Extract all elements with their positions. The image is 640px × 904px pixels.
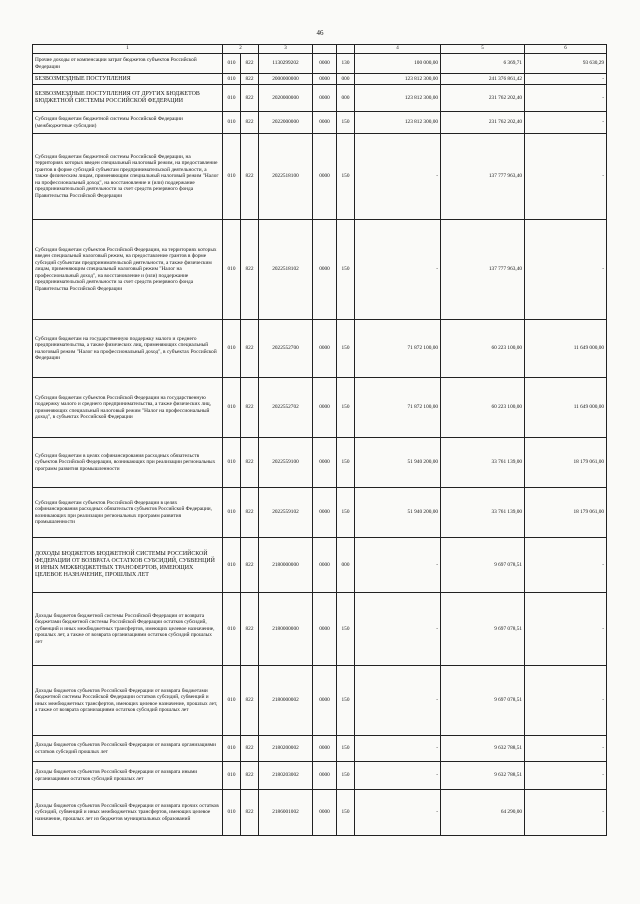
table-body xyxy=(33,54,607,836)
row-code-1: 010 xyxy=(223,488,241,538)
row-code-2: 822 xyxy=(241,378,259,438)
header-col-5: 5 xyxy=(441,45,525,54)
row-value-col4: - xyxy=(355,538,441,593)
header-col-3: 3 xyxy=(259,45,313,54)
row-description: Субсидии бюджетам бюджетной системы Российской Федерации (межбюджетные субсидии) xyxy=(33,112,223,134)
row-value-col4: - xyxy=(355,666,441,736)
row-value-col6: - xyxy=(525,790,607,836)
row-description: Доходы бюджетов субъектов Российской Федерации от возврата бюджетами бюджетной системы Российской Федерации остатков субсидий, субвенций и иных межбюджетных трансфертов, имеющих целевое назначение, прошлых лет, а также от возврата организациями остатков субсидий прошлых лет xyxy=(33,666,223,736)
row-code-1: 010 xyxy=(223,790,241,836)
row-code-4: 0000 xyxy=(313,438,337,488)
row-code-1: 010 xyxy=(223,438,241,488)
row-code-2: 822 xyxy=(241,320,259,378)
row-code-4: 0000 xyxy=(313,538,337,593)
row-value-col4: - xyxy=(355,220,441,320)
row-value-col6: 93 630,29 xyxy=(525,54,607,74)
row-code-4: 0000 xyxy=(313,74,337,85)
row-description: Субсидии бюджетам в целях софинансирования расходных обязательств субъектов Российской Федерации, возникающих при реализации региональных программ развития промышленности xyxy=(33,438,223,488)
row-value-col6: - xyxy=(525,736,607,762)
row-value-col5: 9 632 788,51 xyxy=(441,736,525,762)
row-value-col4: 71 872 100,00 xyxy=(355,378,441,438)
row-code-2: 822 xyxy=(241,762,259,790)
row-code-3: 2180000000 xyxy=(259,593,313,666)
row-code-3: 2022559100 xyxy=(259,438,313,488)
row-value-col4: - xyxy=(355,790,441,836)
row-value-col4: - xyxy=(355,736,441,762)
row-description: Субсидии бюджетам субъектов Российской Федерации, на территориях которых введен специальный налоговый режим, на предоставление грантов в форме субсидий субъектам предпринимательской деятельности, а также физическим лицам, применяющим специальный налоговый режим "Налог на профессиональный доход", на восстановление и (или) поддержание предпринимательской деятельности за счет средств резервного фонда Правительства Российской Федерации xyxy=(33,220,223,320)
row-value-col6: - xyxy=(525,85,607,112)
row-code-3: 2186001002 xyxy=(259,790,313,836)
row-code-2: 822 xyxy=(241,593,259,666)
row-description: Доходы бюджетов бюджетной системы Российской Федерации от возврата бюджетами бюджетной системы Российской Федерации остатков субсидий, субвенций и иных межбюджетных трансфертов, имеющих целевое назначение, прошлых лет, а также от возврата организациями остатков субсидий прошлых лет xyxy=(33,593,223,666)
table-row xyxy=(33,790,607,836)
row-value-col5: 60 223 100,00 xyxy=(441,320,525,378)
row-value-col5: 9 697 078,51 xyxy=(441,666,525,736)
row-code-4: 0000 xyxy=(313,378,337,438)
header-col-6: 6 xyxy=(525,45,607,54)
row-code-3: 2180000000 xyxy=(259,538,313,593)
table-row xyxy=(33,666,607,736)
table-row xyxy=(33,112,607,134)
row-description: Доходы бюджетов субъектов Российской Федерации от возврата прочих остатков субсидий, субвенций и иных межбюджетных трансфертов, имеющих целевое назначение, прошлых лет из бюджетов муниципальных образований xyxy=(33,790,223,836)
header-col-4: 4 xyxy=(355,45,441,54)
row-value-col6: 11 649 000,00 xyxy=(525,320,607,378)
row-code-4: 0000 xyxy=(313,220,337,320)
row-value-col5: 241 376 861,42 xyxy=(441,74,525,85)
table-row xyxy=(33,762,607,790)
row-value-col4: - xyxy=(355,134,441,220)
table-row xyxy=(33,74,607,85)
table-row xyxy=(33,378,607,438)
row-code-3: 2180200002 xyxy=(259,736,313,762)
row-code-2: 822 xyxy=(241,112,259,134)
header-col-1: 1 xyxy=(33,45,223,54)
row-code-2: 822 xyxy=(241,736,259,762)
row-code-2: 822 xyxy=(241,54,259,74)
row-code-1: 010 xyxy=(223,74,241,85)
row-description: Субсидии бюджетам субъектов Российской Федерации в целях софинансирования расходных обязательств субъектов Российской Федерации, возникающих при реализации региональных программ развития промышленности xyxy=(33,488,223,538)
row-value-col5: 231 762 202,40 xyxy=(441,85,525,112)
row-description: Доходы бюджетов субъектов Российской Федерации от возврата организациями остатков субсидий прошлых лет xyxy=(33,736,223,762)
row-code-4: 0000 xyxy=(313,666,337,736)
row-code-4: 0000 xyxy=(313,134,337,220)
row-code-5: 000 xyxy=(337,538,355,593)
row-description: Субсидии бюджетам субъектов Российской Федерации на государственную поддержку малого и среднего предпринимательства, а также физических лиц, применяющих специальный налоговый режим "Налог на профессиональный доход", в субъектах Российской Федерации xyxy=(33,378,223,438)
row-code-5: 150 xyxy=(337,134,355,220)
header-col-3c xyxy=(337,45,355,54)
row-value-col4: 100 000,00 xyxy=(355,54,441,74)
table-header-row xyxy=(33,45,607,54)
table-row xyxy=(33,134,607,220)
row-code-3: 2180203002 xyxy=(259,762,313,790)
row-code-5: 150 xyxy=(337,320,355,378)
row-description: БЕЗВОЗМЕЗДНЫЕ ПОСТУПЛЕНИЯ ОТ ДРУГИХ БЮДЖЕТОВ БЮДЖЕТНОЙ СИСТЕМЫ РОССИЙСКОЙ ФЕДЕРАЦИИ xyxy=(33,85,223,112)
row-code-3: 2022552700 xyxy=(259,320,313,378)
row-value-col5: 6 369,71 xyxy=(441,54,525,74)
row-code-4: 0000 xyxy=(313,320,337,378)
row-code-1: 010 xyxy=(223,538,241,593)
table-row xyxy=(33,736,607,762)
row-code-2: 822 xyxy=(241,438,259,488)
row-description: Доходы бюджетов субъектов Российской Федерации от возврата иными организациями остатков субсидий прошлых лет xyxy=(33,762,223,790)
row-code-4: 0000 xyxy=(313,736,337,762)
row-code-5: 130 xyxy=(337,54,355,74)
row-code-5: 150 xyxy=(337,762,355,790)
row-description: Субсидии бюджетам бюджетной системы Российской Федерации, на территориях которых введен специальный налоговый режим, на предоставление грантов в форме субсидий субъектам предпринимательской деятельности, а также физическим лицам, применяющим специальный налоговый режим "Налог на профессиональный доход", на восстановление и (или) поддержание предпринимательской деятельности за счет средств резервного фонда Правительства Российской Федерации xyxy=(33,134,223,220)
row-code-5: 150 xyxy=(337,488,355,538)
row-code-1: 010 xyxy=(223,320,241,378)
row-code-5: 150 xyxy=(337,438,355,488)
row-code-4: 0000 xyxy=(313,593,337,666)
row-value-col5: 33 761 139,00 xyxy=(441,488,525,538)
row-code-1: 010 xyxy=(223,112,241,134)
row-value-col5: 9 697 078,51 xyxy=(441,538,525,593)
row-code-3: 2022518102 xyxy=(259,220,313,320)
row-code-5: 150 xyxy=(337,790,355,836)
table-row xyxy=(33,593,607,666)
row-code-1: 010 xyxy=(223,762,241,790)
row-code-1: 010 xyxy=(223,593,241,666)
header-col-2: 2 xyxy=(223,45,259,54)
row-code-3: 2022552702 xyxy=(259,378,313,438)
row-value-col6: - xyxy=(525,762,607,790)
row-code-3: 1130299202 xyxy=(259,54,313,74)
row-code-1: 010 xyxy=(223,378,241,438)
table-row xyxy=(33,85,607,112)
row-value-col4: 123 812 300,00 xyxy=(355,85,441,112)
row-code-4: 0000 xyxy=(313,112,337,134)
row-value-col6: - xyxy=(525,220,607,320)
row-code-5: 150 xyxy=(337,220,355,320)
row-code-3: 2022518100 xyxy=(259,134,313,220)
row-value-col6: - xyxy=(525,538,607,593)
row-value-col6: - xyxy=(525,666,607,736)
row-code-2: 822 xyxy=(241,134,259,220)
budget-revenue-table xyxy=(32,44,607,836)
row-code-2: 822 xyxy=(241,74,259,85)
row-value-col6: 18 179 061,00 xyxy=(525,438,607,488)
row-code-2: 822 xyxy=(241,220,259,320)
row-value-col6: - xyxy=(525,134,607,220)
row-value-col6: 11 649 000,00 xyxy=(525,378,607,438)
row-code-5: 150 xyxy=(337,378,355,438)
row-code-4: 0000 xyxy=(313,85,337,112)
table-row xyxy=(33,54,607,74)
row-value-col5: 9 697 078,51 xyxy=(441,593,525,666)
row-code-4: 0000 xyxy=(313,54,337,74)
row-value-col4: 51 940 200,00 xyxy=(355,438,441,488)
row-value-col4: 51 940 200,00 xyxy=(355,488,441,538)
row-code-2: 822 xyxy=(241,85,259,112)
row-value-col5: 137 777 963,40 xyxy=(441,220,525,320)
row-code-3: 2022000000 xyxy=(259,112,313,134)
row-code-5: 150 xyxy=(337,736,355,762)
row-value-col6: - xyxy=(525,593,607,666)
row-code-4: 0000 xyxy=(313,488,337,538)
row-value-col5: 60 223 100,00 xyxy=(441,378,525,438)
row-value-col4: 71 872 100,00 xyxy=(355,320,441,378)
row-value-col6: - xyxy=(525,74,607,85)
table-row xyxy=(33,488,607,538)
row-code-5: 150 xyxy=(337,666,355,736)
table-row xyxy=(33,438,607,488)
row-code-2: 822 xyxy=(241,488,259,538)
page-number: 46 xyxy=(316,29,324,37)
row-value-col5: 9 632 788,51 xyxy=(441,762,525,790)
row-code-1: 010 xyxy=(223,54,241,74)
row-code-5: 000 xyxy=(337,74,355,85)
row-code-1: 010 xyxy=(223,134,241,220)
row-code-3: 2180000002 xyxy=(259,666,313,736)
row-code-1: 010 xyxy=(223,736,241,762)
row-code-2: 822 xyxy=(241,538,259,593)
row-code-3: 2022559102 xyxy=(259,488,313,538)
row-value-col5: 33 761 139,00 xyxy=(441,438,525,488)
row-code-5: 150 xyxy=(337,112,355,134)
table-row xyxy=(33,220,607,320)
table-row xyxy=(33,538,607,593)
row-value-col4: 123 812 300,00 xyxy=(355,112,441,134)
row-description: ДОХОДЫ БЮДЖЕТОВ БЮДЖЕТНОЙ СИСТЕМЫ РОССИЙСКОЙ ФЕДЕРАЦИИ ОТ ВОЗВРАТА ОСТАТКОВ СУБСИДИЙ, СУБВЕНЦИЙ И ИНЫХ МЕЖБЮДЖЕТНЫХ ТРАНСФЕРТОВ, ИМЕЮЩИХ ЦЕЛЕВОЕ НАЗНАЧЕНИЕ, ПРОШЛЫХ ЛЕТ xyxy=(33,538,223,593)
row-code-5: 000 xyxy=(337,85,355,112)
row-code-1: 010 xyxy=(223,220,241,320)
row-code-3: 2000000000 xyxy=(259,74,313,85)
row-value-col5: 64 290,00 xyxy=(441,790,525,836)
row-code-3: 2020000000 xyxy=(259,85,313,112)
row-code-2: 822 xyxy=(241,666,259,736)
row-value-col5: 137 777 963,40 xyxy=(441,134,525,220)
row-code-4: 0000 xyxy=(313,790,337,836)
row-code-5: 150 xyxy=(337,593,355,666)
row-code-1: 010 xyxy=(223,666,241,736)
row-code-4: 0000 xyxy=(313,762,337,790)
row-value-col4: - xyxy=(355,762,441,790)
table-row xyxy=(33,320,607,378)
row-value-col5: 231 762 202,40 xyxy=(441,112,525,134)
row-code-2: 822 xyxy=(241,790,259,836)
row-description: БЕЗВОЗМЕЗДНЫЕ ПОСТУПЛЕНИЯ xyxy=(33,74,223,85)
row-value-col4: 123 812 300,00 xyxy=(355,74,441,85)
header-col-3b xyxy=(313,45,337,54)
row-description: Субсидии бюджетам на государственную поддержку малого и среднего предпринимательства, а также физических лиц, применяющих специальный налоговый режим "Налог на профессиональный доход", в субъектах Российской Федерации xyxy=(33,320,223,378)
row-value-col6: - xyxy=(525,112,607,134)
row-code-1: 010 xyxy=(223,85,241,112)
row-description: Прочие доходы от компенсации затрат бюджетов субъектов Российской Федерации xyxy=(33,54,223,74)
row-value-col4: - xyxy=(355,593,441,666)
row-value-col6: 18 179 061,00 xyxy=(525,488,607,538)
